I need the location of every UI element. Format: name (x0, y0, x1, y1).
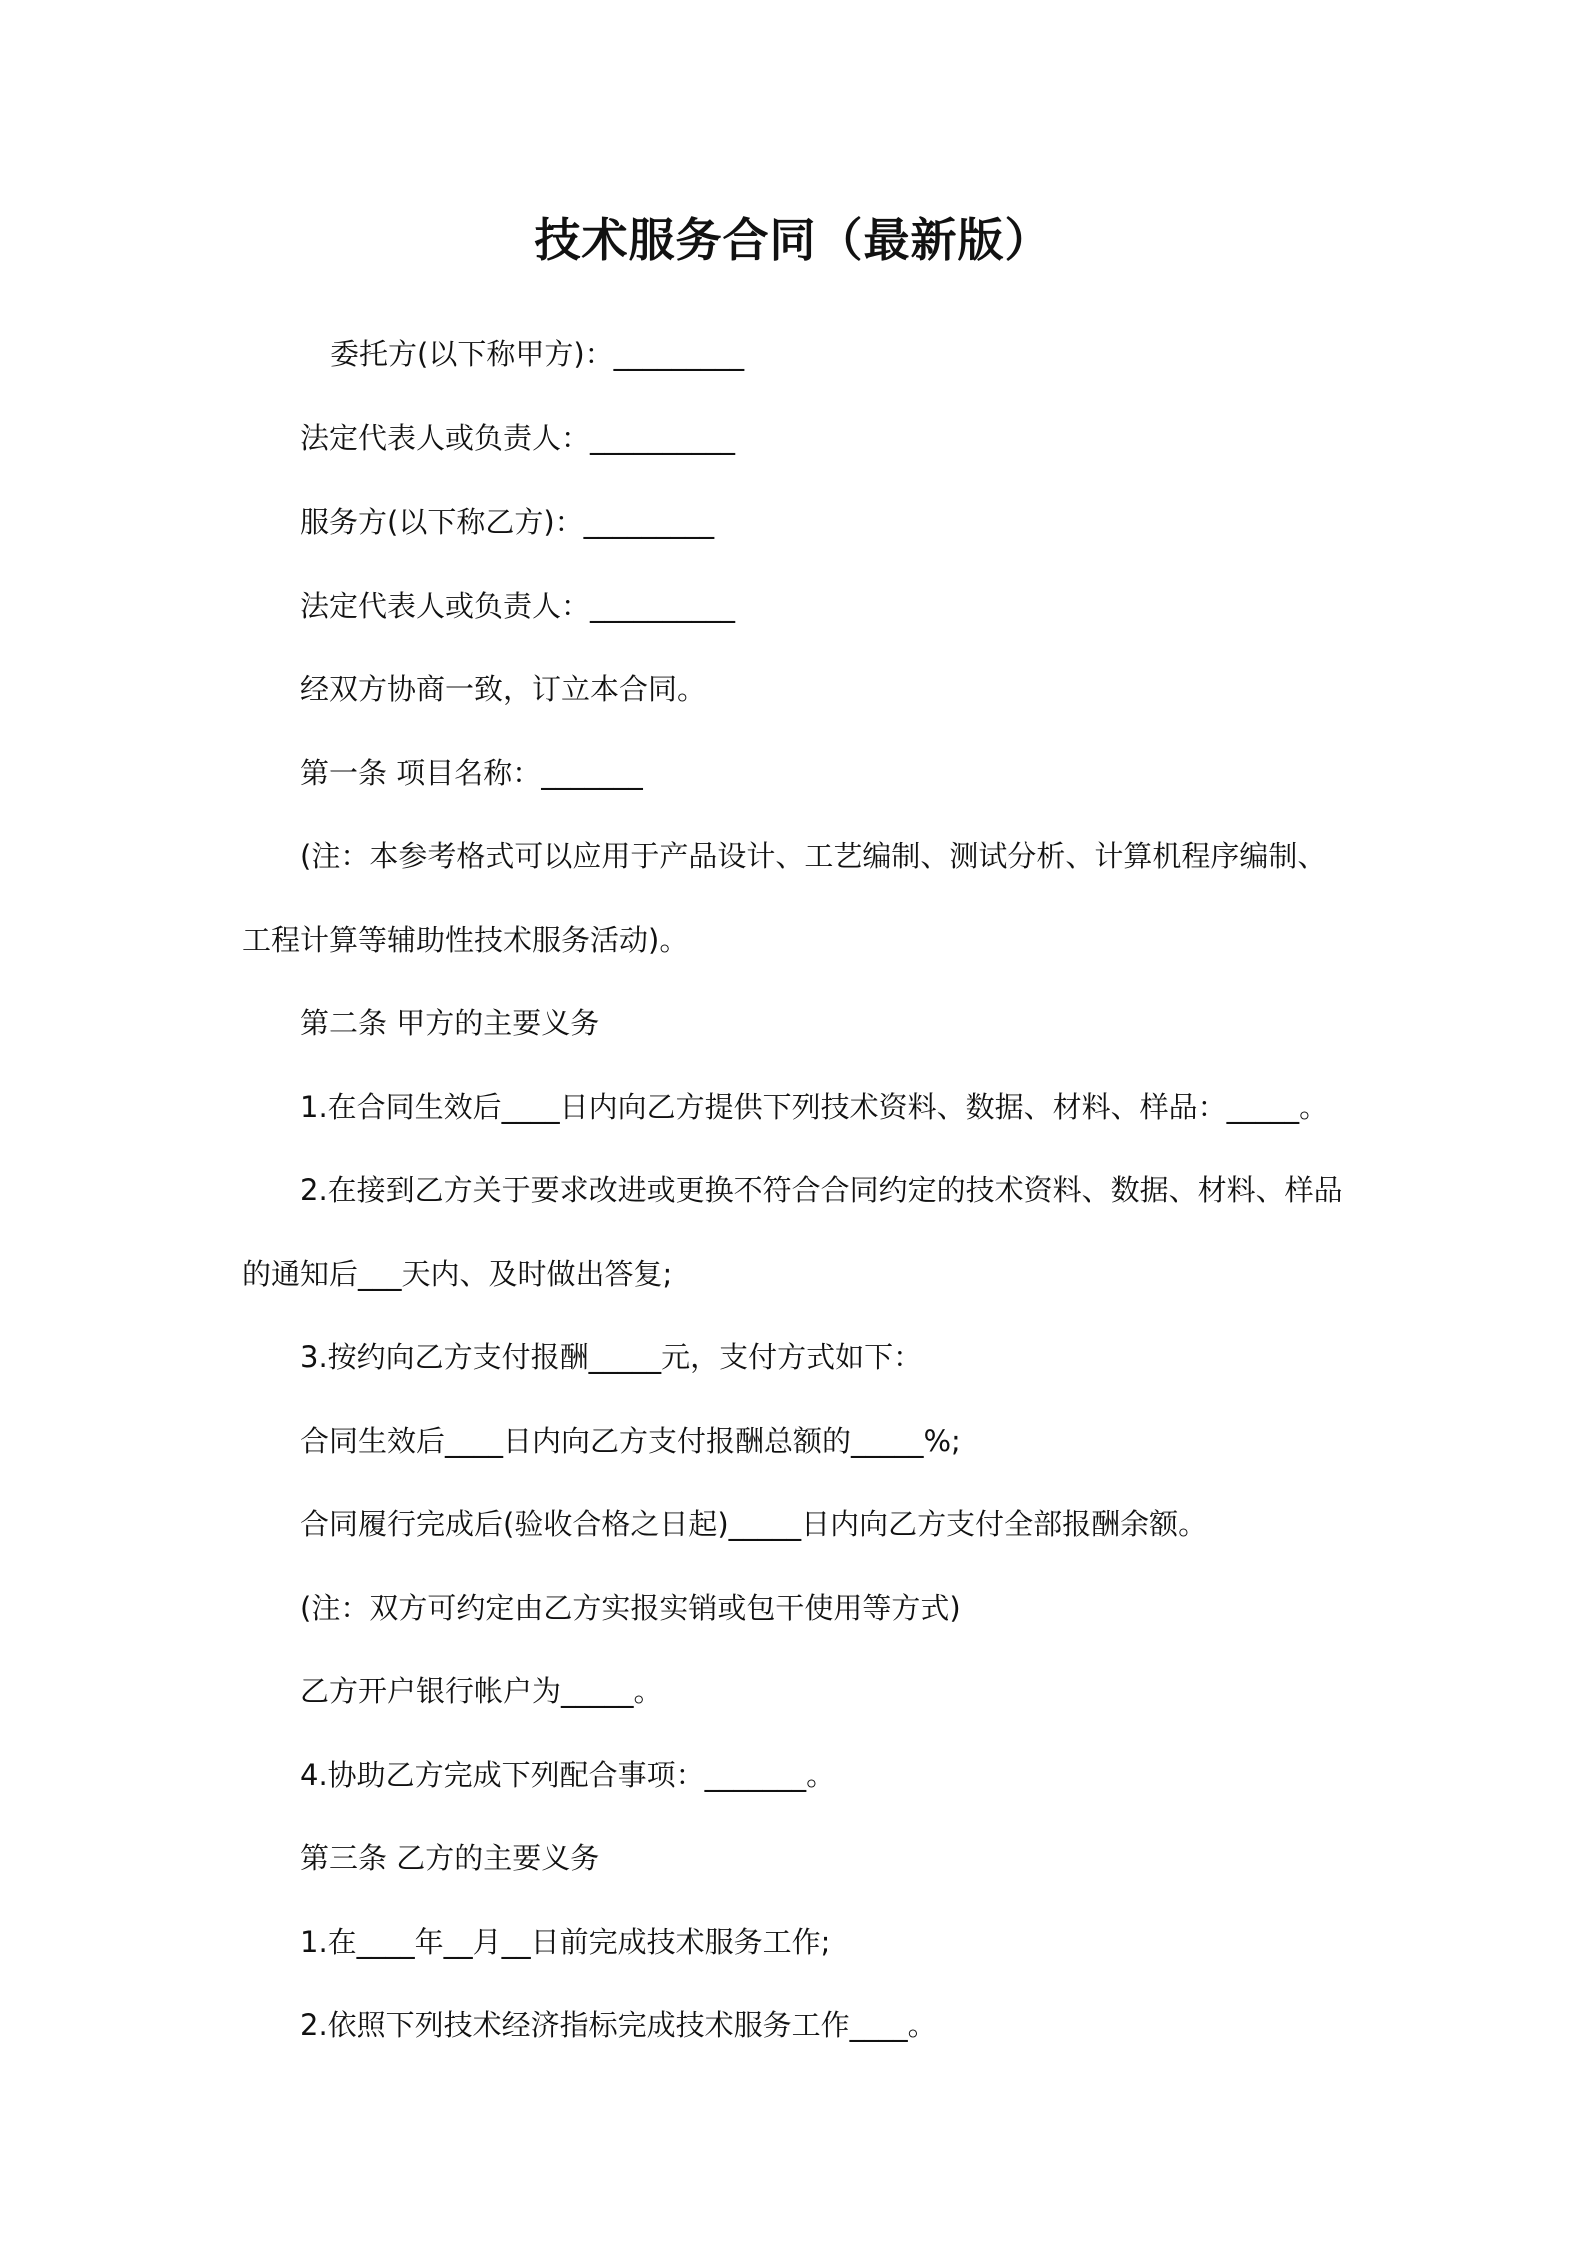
document-title: 技术服务合同（最新版） (534, 213, 1052, 267)
article-3-heading: 第三条 乙方的主要义务 (300, 1841, 600, 1875)
article-2-item-2-line-1: 2.在接到乙方关于要求改进或更换不符合合同约定的技术资料、数据、材料、样品 (300, 1173, 1343, 1207)
payment-note: (注：双方可约定由乙方实报实销或包干使用等方式) (300, 1591, 961, 1625)
article-3-item-1: 1.在____年__月__日前完成技术服务工作; (300, 1925, 831, 1959)
note-line-1: (注：本参考格式可以应用于产品设计、工艺编制、测试分析、计算机程序编制、 (300, 839, 1327, 873)
article-2-item-1: 1.在合同生效后____日内向乙方提供下列技术资料、数据、材料、样品：_____。 (300, 1090, 1329, 1124)
article-2-heading: 第二条 甲方的主要义务 (300, 1006, 600, 1040)
bank-account-line: 乙方开户银行帐户为_____。 (300, 1674, 663, 1708)
party-a-representative-line: 法定代表人或负责人：__________ (300, 421, 736, 455)
article-3-item-2: 2.依照下列技术经济指标完成技术服务工作____。 (300, 2008, 937, 2042)
party-b-line: 服务方(以下称乙方)：_________ (300, 505, 715, 539)
payment-term-1: 合同生效后____日内向乙方支付报酬总额的_____%; (300, 1424, 961, 1458)
party-b-representative-line: 法定代表人或负责人：__________ (300, 589, 736, 623)
article-2-item-3: 3.按约向乙方支付报酬_____元，支付方式如下： (300, 1340, 923, 1374)
note-line-2: 工程计算等辅助性技术服务活动)。 (242, 923, 689, 957)
article-1-heading: 第一条 项目名称：_______ (300, 756, 643, 790)
article-2-item-2-line-2: 的通知后___天内、及时做出答复; (242, 1257, 673, 1291)
payment-term-2: 合同履行完成后(验收合格之日起)_____日内向乙方支付全部报酬余额。 (300, 1507, 1208, 1541)
article-2-item-4: 4.协助乙方完成下列配合事项：_______。 (300, 1758, 836, 1792)
agreement-statement: 经双方协商一致，订立本合同。 (300, 672, 707, 706)
party-a-line: 委托方(以下称甲方)：_________ (330, 337, 745, 371)
